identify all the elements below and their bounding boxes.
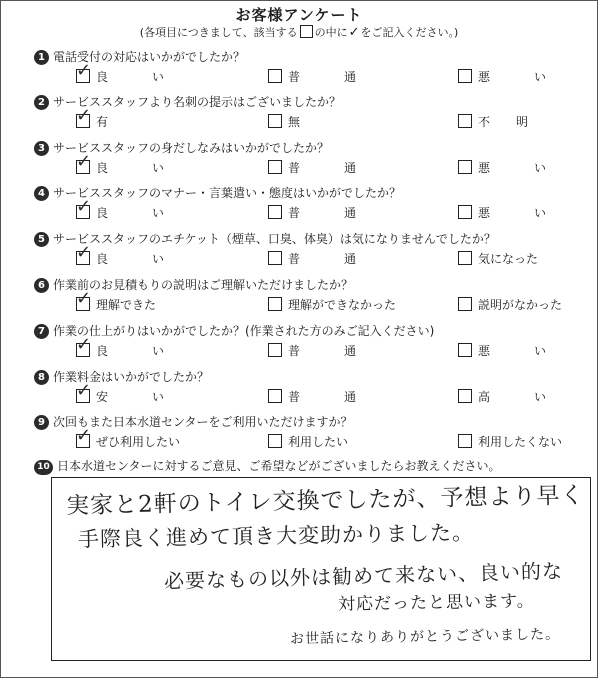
question-4	[34, 185, 594, 225]
comment-box[interactable]	[51, 477, 591, 661]
question-7-option-3[interactable]	[458, 343, 590, 359]
checkmark-icon: ✓	[76, 334, 92, 355]
question-5-option-3[interactable]	[458, 251, 538, 267]
option-label: ぜひ利用したい	[96, 435, 181, 449]
option-label: 普通	[288, 252, 401, 266]
question-number-badge: 4	[34, 186, 49, 201]
instruction-after: をご記入ください。)	[360, 26, 459, 39]
question-9-text: 次回もまた日本水道センターをご利用いただけますか？	[53, 415, 353, 429]
question-2-option-1[interactable]	[76, 105, 109, 130]
question-8-option-2[interactable]	[268, 389, 400, 405]
checkbox[interactable]	[458, 297, 472, 311]
checkbox[interactable]	[458, 114, 472, 128]
question-1	[34, 49, 594, 89]
question-4-option-3[interactable]	[458, 205, 590, 221]
checkbox[interactable]	[458, 160, 472, 174]
question-2-option-2[interactable]	[268, 114, 300, 130]
checkmark-icon: ✓	[76, 151, 92, 172]
option-label: 良い	[96, 206, 209, 220]
question-5-text: サービススタッフのエチケット（煙草、口臭、体臭）は気になりませんでしたか？	[53, 232, 496, 246]
page-title: お客様アンケート	[235, 6, 363, 24]
question-7-option-2[interactable]	[268, 343, 400, 359]
question-10-text: 日本水道センターに対するご意見、ご希望などがございましたらお教えください。	[57, 459, 501, 473]
instruction-text	[1, 24, 597, 40]
question-7-text: 作業の仕上がりはいかがでしたか？(作業された方のみご記入ください)	[53, 324, 435, 338]
option-label: 悪い	[478, 206, 591, 220]
question-number-badge: 9	[34, 415, 49, 430]
handwritten-line-3: 必要なもの以外は勧めて来ない、良い的な	[163, 558, 564, 594]
question-number-badge: 5	[34, 232, 49, 247]
question-7	[34, 323, 594, 363]
checkbox[interactable]	[268, 251, 282, 265]
question-1-option-1[interactable]	[76, 60, 209, 85]
instruction-middle: の中に	[314, 26, 348, 39]
question-5	[34, 231, 594, 271]
checkbox[interactable]	[458, 205, 472, 219]
option-label: 良い	[96, 70, 209, 84]
checked-checkbox[interactable]	[76, 425, 92, 448]
handwritten-line-5: お世話になりありがとうございました。	[289, 626, 561, 648]
option-label: 悪い	[478, 344, 591, 358]
handwritten-line-1: 実家と2軒のトイレ交換でしたが、予想より早く	[65, 482, 585, 520]
question-6-option-1[interactable]	[76, 288, 157, 313]
question-7-option-1[interactable]	[76, 334, 209, 359]
question-number-badge: 2	[34, 95, 49, 110]
example-checkbox-icon	[300, 25, 313, 38]
question-8-option-1[interactable]	[76, 380, 209, 405]
option-label: 利用したくない	[478, 435, 563, 449]
checkbox[interactable]	[268, 160, 282, 174]
checkbox[interactable]	[268, 69, 282, 83]
checkbox[interactable]	[268, 343, 282, 357]
question-8-option-3[interactable]	[458, 389, 590, 405]
question-5-option-2[interactable]	[268, 251, 400, 267]
question-4-option-1[interactable]	[76, 196, 209, 221]
handwritten-line-4: 対応だったと思います。	[337, 591, 535, 615]
option-label: 気になった	[478, 252, 539, 266]
option-label: 悪い	[478, 161, 591, 175]
question-7-heading	[34, 323, 594, 339]
question-9-option-1[interactable]	[76, 425, 181, 450]
question-3-heading	[34, 140, 594, 156]
option-label: 良い	[96, 161, 209, 175]
option-label: 理解できた	[96, 298, 157, 312]
checkbox[interactable]	[458, 434, 472, 448]
checkbox[interactable]	[458, 251, 472, 265]
option-label: 無	[288, 115, 301, 129]
option-label: 不明	[478, 115, 555, 129]
checked-checkbox[interactable]	[76, 151, 92, 174]
question-9-option-3[interactable]	[458, 434, 562, 450]
question-2	[34, 94, 594, 134]
checkmark-icon: ✓	[76, 242, 92, 263]
option-label: 説明がなかった	[478, 298, 563, 312]
question-9	[34, 414, 594, 454]
question-number-badge: 3	[34, 141, 49, 156]
question-6	[34, 277, 594, 317]
handwritten-line-2: 手際良く進めて頂き大変助かりました。	[77, 520, 475, 552]
checkbox[interactable]	[268, 389, 282, 403]
checked-checkbox[interactable]	[76, 196, 92, 219]
checked-checkbox[interactable]	[76, 242, 92, 265]
checkmark-icon: ✓	[76, 105, 92, 126]
question-3-option-1[interactable]	[76, 151, 209, 176]
checkmark-icon: ✓	[76, 380, 92, 401]
question-5-option-1[interactable]	[76, 242, 209, 267]
checked-checkbox[interactable]	[76, 380, 92, 403]
checkbox[interactable]	[458, 69, 472, 83]
question-2-option-3[interactable]	[458, 114, 554, 130]
option-label: 有	[96, 115, 109, 129]
checkmark-icon: ✓	[76, 288, 92, 309]
checkbox[interactable]	[268, 297, 282, 311]
option-label: 普通	[288, 206, 401, 220]
question-number-badge: 8	[34, 370, 49, 385]
option-label: 普通	[288, 344, 401, 358]
option-label: 高い	[478, 390, 591, 404]
checkmark-icon: ✓	[76, 425, 92, 446]
checkbox[interactable]	[458, 389, 472, 403]
question-3	[34, 140, 594, 180]
checked-checkbox[interactable]	[76, 334, 92, 357]
question-1-option-3[interactable]	[458, 69, 590, 85]
option-label: 理解ができなかった	[288, 298, 397, 312]
question-1-option-2[interactable]	[268, 69, 400, 85]
checkbox[interactable]	[268, 434, 282, 448]
question-number-badge: 6	[34, 278, 49, 293]
question-3-option-3[interactable]	[458, 160, 590, 176]
example-checkmark-icon: ✓	[348, 25, 360, 40]
option-label: 普通	[288, 161, 401, 175]
checkmark-icon: ✓	[76, 60, 92, 81]
question-6-option-2[interactable]	[268, 297, 396, 313]
option-label: 良い	[96, 252, 209, 266]
question-3-option-2[interactable]	[268, 160, 400, 176]
question-9-heading	[34, 414, 594, 430]
question-number-badge: 7	[34, 324, 49, 339]
question-number-badge: 1	[34, 50, 49, 65]
question-2-heading	[34, 94, 594, 110]
question-8-text: 作業料金はいかがでしたか？	[53, 370, 210, 384]
instruction-before: (各項目につきまして、該当する	[139, 26, 298, 39]
option-label: 良い	[96, 344, 209, 358]
option-label: 普通	[288, 70, 401, 84]
question-6-text: 作業前のお見積もりの説明はご理解いただけましたか？	[53, 278, 354, 292]
question-4-option-2[interactable]	[268, 205, 400, 221]
question-6-heading	[34, 277, 594, 293]
question-8	[34, 369, 594, 409]
checkmark-icon: ✓	[76, 196, 92, 217]
question-1-heading	[34, 49, 594, 65]
option-label: 利用したい	[288, 435, 349, 449]
option-label: 普通	[288, 390, 401, 404]
question-5-heading	[34, 231, 594, 247]
checked-checkbox[interactable]	[76, 60, 92, 83]
question-3-text: サービススタッフの身だしなみはいかがでしたか？	[53, 141, 330, 155]
checkbox[interactable]	[458, 343, 472, 357]
option-label: 悪い	[478, 70, 591, 84]
checkbox[interactable]	[268, 114, 282, 128]
checked-checkbox[interactable]	[76, 105, 92, 128]
question-4-text: サービススタッフのマナー・言葉遣い・態度はいかがでしたか？	[53, 186, 402, 200]
question-4-heading	[34, 185, 594, 201]
question-8-heading	[34, 369, 594, 385]
question-1-text: 電話受付の対応はいかがでしたか？	[53, 50, 246, 64]
question-9-option-2[interactable]	[268, 434, 348, 450]
question-number-badge: 10	[34, 460, 53, 475]
checked-checkbox[interactable]	[76, 288, 92, 311]
checkbox[interactable]	[268, 205, 282, 219]
question-6-option-3[interactable]	[458, 297, 562, 313]
option-label: 安い	[96, 390, 209, 404]
question-10-heading	[34, 458, 594, 475]
question-2-text: サービススタッフより名刺の提示はございましたか？	[53, 95, 342, 109]
